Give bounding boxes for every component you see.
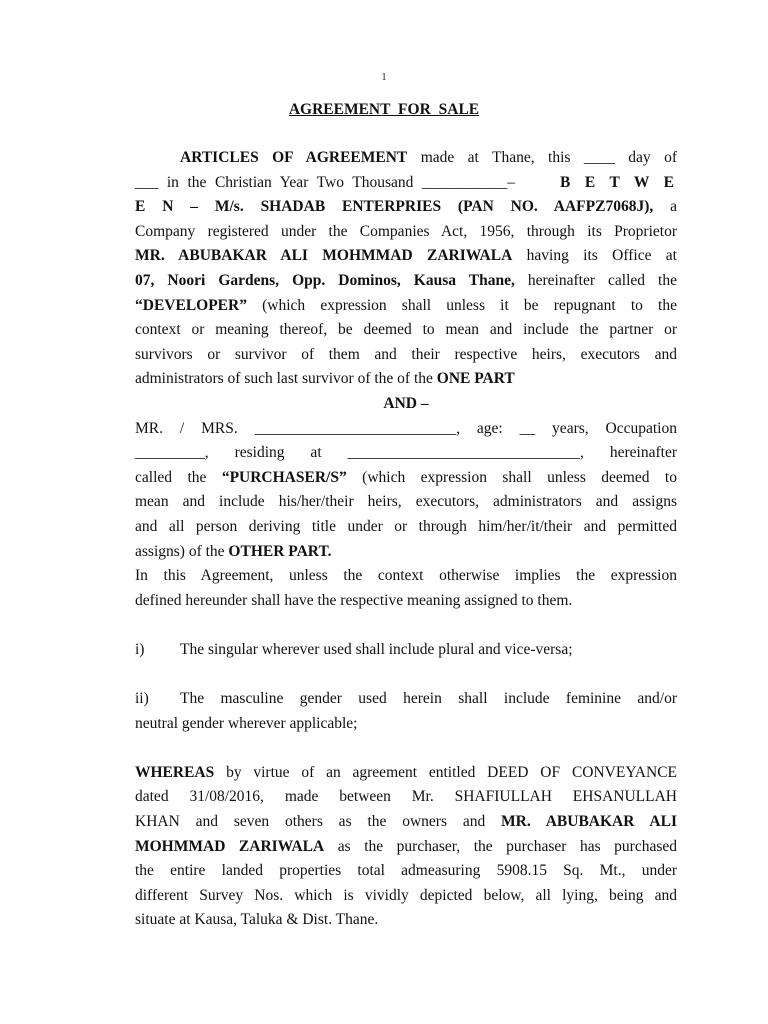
para2-line: _________, residing at ______________________________, hereinafter: [135, 444, 677, 462]
list-item-text: The singular wherever used shall include plural and vice-versa;: [180, 640, 573, 658]
para1-line: MR. ABUBAKAR ALI MOHMMAD ZARIWALA having its Office at: [135, 247, 677, 265]
para2-line: and all person deriving title under or through him/her/it/their and permitted: [135, 517, 677, 535]
list-item-number: i): [135, 640, 145, 658]
list-item: [135, 687, 677, 712]
para1-line: “DEVELOPER” (which expression shall unless it be repugnant to the: [135, 296, 677, 314]
whereas-line: WHEREAS by virtue of an agreement entitled DEED OF CONVEYANCE: [135, 763, 677, 781]
para1-line: ARTICLES OF AGREEMENT made at Thane, this ____ day of: [180, 149, 677, 166]
para2-line: MR. / MRS. __________________________, age: __ years, Occupation: [135, 419, 677, 437]
page-number: 1: [381, 72, 387, 83]
list-item-number: ii): [135, 690, 149, 708]
para1-line: ___ in the Christian Year Two Thousand ___________– B E T W E: [135, 173, 677, 191]
whereas-line: MOHMMAD ZARIWALA as the purchaser, the purchaser has purchased: [135, 837, 677, 855]
whereas-line: the entire landed properties total admeasuring 5908.15 Sq. Mt., under: [135, 862, 677, 880]
para2-line: assigns) of the OTHER PART.: [135, 542, 332, 560]
list-item: [135, 638, 677, 663]
para2-line: mean and include his/her/their heirs, executors, administrators and assigns: [135, 493, 677, 511]
para2-line: called the “PURCHASER/S” (which expression shall unless deemed to: [135, 468, 677, 486]
whereas-line: dated 31/08/2016, made between Mr. SHAFIULLAH EHSANULLAH: [135, 788, 677, 806]
para3-line: In this Agreement, unless the context otherwise implies the expression: [135, 567, 677, 585]
document-title-text: AGREEMENT FOR SALE: [288, 101, 480, 118]
para1-line: 07, Noori Gardens, Opp. Dominos, Kausa Thane, hereinafter called the: [135, 271, 677, 289]
para1-line: Company registered under the Companies Act, 1956, through its Proprietor: [135, 222, 677, 240]
whereas-line: situate at Kausa, Taluka & Dist. Thane.: [135, 911, 379, 929]
document-title: [0, 101, 768, 119]
para3-line: defined hereunder shall have the respective meaning assigned to them.: [135, 591, 573, 609]
para1-line: E N – M/s. SHADAB ENTERPRIES (PAN NO. AAFPZ7068J), a: [135, 198, 677, 216]
list-item-continuation: neutral gender wherever applicable;: [135, 714, 358, 732]
whereas-line: different Survey Nos. which is vividly depicted below, all lying, being and: [135, 886, 677, 904]
para1-line: context or meaning thereof, be deemed to mean and include the partner or: [135, 321, 677, 339]
and-separator: AND –: [383, 394, 429, 412]
whereas-line: KHAN and seven others as the owners and MR. ABUBAKAR ALI: [135, 813, 677, 831]
para1-line: survivors or survivor of them and their respective heirs, executors and: [135, 345, 677, 363]
document-body: [135, 146, 677, 933]
list-item-text: The masculine gender used herein shall include feminine and/or: [180, 690, 677, 708]
para1-line: administrators of such last survivor of the of the ONE PART: [135, 370, 515, 388]
